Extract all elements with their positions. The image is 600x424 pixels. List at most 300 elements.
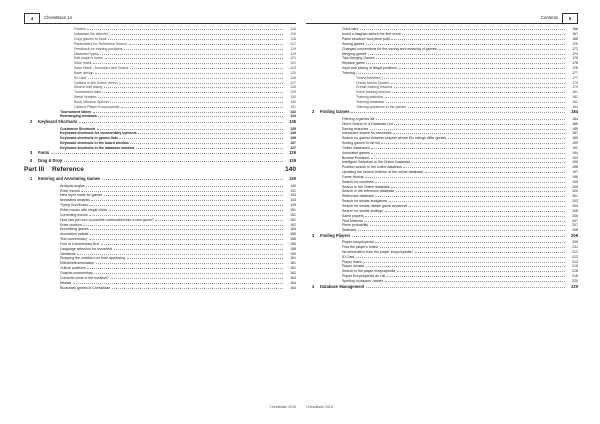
toc-entry-page: 194 [572, 155, 578, 160]
toc-chapter[interactable] [306, 108, 578, 115]
toc-entry-page: 136 [290, 136, 296, 141]
toc-entry-title: Annotated games [342, 150, 370, 155]
toc-entry-page: 116 [290, 27, 296, 32]
dot-leader [392, 89, 564, 93]
dot-leader [375, 179, 564, 183]
dot-leader [391, 36, 564, 40]
toc-entry-number: 3 [312, 232, 315, 238]
toc-entry-title: Pawn structure and piece path [342, 36, 390, 41]
toc-entry-page: 152 [290, 222, 296, 227]
toc-entry-page: 127 [290, 80, 296, 85]
toc-entry-page: 119 [290, 46, 296, 51]
toc-entry-title: Book Window Options [74, 99, 109, 104]
running-title: ChessBase 14 [44, 15, 72, 20]
dot-leader [90, 226, 282, 230]
toc-entry-title: Entering and Annotating Games [38, 176, 101, 182]
right-page [306, 13, 578, 409]
toc-entry-title: Direct Search in a Database List [342, 121, 393, 126]
toc-entry-page: 220 [571, 283, 578, 289]
dot-leader [73, 279, 283, 283]
toc-entry-title: Training [342, 70, 355, 75]
toc-entry-title: Finding Games [320, 109, 350, 115]
toc-entry-title: Player Encyclopedia as List [342, 274, 386, 279]
dot-leader [370, 222, 565, 226]
dot-leader [366, 283, 565, 287]
dot-leader [351, 109, 564, 113]
toc-entry-page: 158 [290, 246, 296, 251]
toc-entry-title: Serial Number [74, 95, 97, 100]
toc-entry-title: Feedback for training positions [74, 46, 123, 51]
toc-entry-page: 139 [289, 150, 296, 156]
toc-entry-title: Replace game [342, 61, 365, 66]
toc-entry-title: Keyboard shortcuts in the database window [60, 145, 135, 150]
toc-entry-title: Tips Merging Games [342, 56, 375, 61]
toc-entry-title: Source edit dialog [74, 85, 103, 90]
toc-entry-page: 143 [290, 193, 296, 198]
toc-chapter[interactable] [306, 283, 578, 290]
toc-entry-title: Search in the reference database [342, 189, 395, 194]
toc-entry-title: Database types [74, 51, 99, 56]
toc-entry-page: 203 [572, 199, 578, 204]
toc-entry-title: Solve training lessons [356, 90, 391, 95]
toc-entry-page: 174 [572, 51, 578, 56]
toc-entry-title: Options Player Encyclopedia [74, 104, 120, 109]
toc-entry-page: 182 [572, 95, 578, 100]
toc-entry-page: 175 [572, 56, 578, 61]
toc-entry-title: Save Mask - Annotator and Teams [74, 66, 129, 71]
toc-entry-page: 215 [572, 264, 578, 269]
dot-leader [89, 236, 283, 240]
toc-entry-page: 181 [572, 90, 578, 95]
toc-entry-title: Database Management [320, 283, 365, 289]
toc-list [24, 26, 296, 289]
toc-entry-title: Language selection for move/text [60, 246, 113, 251]
toc-entry-title: Drag & Drop [38, 157, 63, 163]
toc-entry-title: Keyboard shortcuts in the board window [60, 141, 129, 146]
toc-entry-title: Timed Activities [356, 75, 381, 80]
toc-entry-page: 140 [290, 183, 296, 188]
dot-leader [129, 41, 283, 45]
toc-entry-page: 197 [572, 170, 578, 175]
toc-entry-title: Find Material [342, 218, 363, 223]
dot-leader [389, 198, 565, 202]
dot-leader [130, 140, 282, 144]
toc-entry-page: 176 [572, 66, 578, 71]
toc-entry-title: Updating the search criterion of the online database [342, 170, 424, 175]
toc-entry-title: Customize Shortcuts [60, 126, 96, 131]
toc-entry-title: Input and saving of illegal positions [342, 66, 398, 71]
toc-entry-title: Piece probability [342, 223, 369, 228]
toc-entry-title: Statistics [342, 228, 357, 233]
toc-entry-title: Keyboard Shortcuts [38, 119, 78, 125]
toc-part-heading[interactable] [24, 165, 296, 176]
toc-entry-title: Critical positions [60, 266, 86, 271]
toc-entry-title: Player dossier [342, 264, 365, 269]
toc-entry-title: Game History [342, 174, 364, 179]
toc-entry-page: 211 [572, 245, 578, 250]
dot-leader [391, 79, 564, 83]
dot-leader [138, 130, 282, 134]
toc-entry-number: 2 [30, 119, 33, 125]
dot-leader [425, 169, 565, 173]
page-number: 5 [562, 13, 578, 24]
toc-entry-page: 137 [290, 141, 296, 146]
toc-entry-title: Keyboard shortcuts in games lists [60, 136, 118, 141]
toc-entry-page: 196 [572, 165, 578, 170]
dot-leader [399, 65, 565, 69]
dot-leader [119, 79, 282, 83]
toc-entry-number: 3 [30, 150, 33, 156]
dot-leader [79, 119, 283, 123]
toc-chapter[interactable] [24, 175, 296, 182]
toc-chapter[interactable] [306, 232, 578, 239]
dot-leader [104, 84, 283, 88]
page-header [24, 13, 296, 24]
toc-list [306, 26, 578, 290]
toc-entry-title: Tournament tables [60, 109, 92, 114]
toc-entry-title: Finding Players [320, 232, 351, 238]
page-footer: ChessBase 2016 [269, 405, 296, 409]
toc-entry-title: Search for similar endings [342, 208, 384, 213]
toc-entry-page: 131 [290, 104, 296, 109]
dot-leader [375, 239, 564, 243]
toc-entry-page: 163 [290, 275, 296, 280]
toc-entry-page: 220 [572, 279, 578, 284]
toc-entry-page: 187 [572, 131, 578, 136]
toc-entry-page: 116 [290, 32, 296, 37]
toc-entry-title: Copy games to book [74, 36, 107, 41]
dot-leader [96, 260, 283, 264]
toc-entry-title: Annotation palette [60, 232, 89, 237]
toc-entry[interactable] [24, 145, 296, 150]
toc-entry-title: Player index [342, 259, 362, 264]
toc-entry-page: 184 [571, 109, 578, 115]
dot-leader [368, 50, 565, 54]
toc-entry-page: 179 [572, 85, 578, 90]
dot-leader [387, 273, 565, 277]
dot-leader [366, 263, 565, 267]
dot-leader [94, 270, 282, 274]
toc-entry-title: Enter position [60, 222, 82, 227]
toc-entry-title: Base design [74, 70, 94, 75]
toc-entry-page: 195 [572, 160, 578, 165]
dot-leader [358, 227, 565, 231]
toc-entry-title: Bookmark games in ChessBase [60, 285, 111, 290]
toc-entry-page: 213 [572, 259, 578, 264]
dot-leader [95, 70, 282, 74]
toc-entry-page: 179 [572, 80, 578, 85]
toc-entry-title: ID Card [74, 75, 87, 80]
toc-entry-page: 218 [572, 274, 578, 279]
toc-entry-title: Search in the player encyclopedia [342, 269, 396, 274]
toc-entry-title: Training statistics [356, 95, 384, 100]
toc-entry-page: 194 [572, 150, 578, 155]
toc-entry-page: 192 [572, 145, 578, 150]
toc-entry-page: 152 [290, 217, 296, 222]
toc-entry-page: 177 [572, 70, 578, 75]
toc-entry-title: Sorting games in the list [342, 141, 380, 146]
toc-entry-page: 135 [290, 126, 296, 131]
toc-entry-page: 209 [571, 232, 578, 238]
toc-chapter[interactable] [24, 149, 296, 156]
dot-leader [102, 176, 283, 180]
toc-entry-title: Edit player's name [74, 56, 104, 61]
toc-entry-page: 201 [572, 194, 578, 199]
toc-entry-page: 137 [290, 145, 296, 150]
toc-entry-page: 119 [290, 51, 296, 56]
toc-chapter[interactable] [24, 118, 296, 125]
toc-entry-page: 199 [572, 179, 578, 184]
dot-leader [110, 99, 282, 103]
dot-leader [352, 232, 565, 236]
dot-leader [100, 50, 282, 54]
dot-leader [403, 164, 564, 168]
toc-entry-title: ID Card [342, 254, 355, 259]
toc-entry-title: Edit/delete/annotation [60, 261, 95, 266]
toc-entry-page: 155 [290, 232, 296, 237]
toc-entry-page: 162 [290, 270, 296, 275]
dot-leader [412, 159, 565, 163]
dot-leader [89, 202, 282, 206]
toc-entry-page: 161 [290, 256, 296, 261]
toc-entry-page: 134 [290, 114, 296, 119]
toc-entry-title: Fonts [38, 150, 50, 156]
toc-entry-title: Variations [60, 251, 76, 256]
dot-leader [91, 197, 282, 201]
dot-leader [87, 26, 282, 30]
toc-entry-page: 185 [572, 126, 578, 131]
dot-leader [371, 149, 564, 153]
toc-entry-page: 130 [290, 95, 296, 100]
dot-leader [365, 174, 564, 178]
dot-leader [90, 231, 282, 235]
toc-entry-title: Database file selector [74, 32, 109, 37]
dot-leader [83, 221, 282, 225]
toc-entry-page: 200 [572, 189, 578, 194]
toc-entry-page: 207 [572, 223, 578, 228]
toc-entry-page: 189 [572, 136, 578, 141]
dot-leader [366, 60, 564, 64]
dot-leader [101, 241, 283, 245]
dot-leader [385, 94, 565, 98]
dot-leader [356, 254, 565, 258]
toc-entry-title: Color bars [342, 27, 359, 32]
dot-leader [89, 212, 282, 216]
toc-entry-page: 159 [290, 251, 296, 256]
dot-leader [136, 145, 283, 149]
toc-entry-title: Spelling of players' names [342, 279, 384, 284]
toc-entry-page: 116 [290, 36, 296, 41]
dot-leader [415, 249, 565, 253]
dot-leader [364, 217, 564, 221]
toc-entry-page: 158 [290, 241, 296, 246]
toc-entry-title: Coloured circle in the notation? [60, 275, 109, 280]
toc-entry-page: 117 [290, 41, 296, 46]
toc-entry-number: 1 [30, 176, 33, 182]
toc-entry-title: Online databases [342, 145, 370, 150]
toc-entry-page: 190 [572, 141, 578, 146]
dot-leader [360, 26, 565, 30]
toc-entry-title: Enter moves [60, 188, 80, 193]
toc-entry-title: Annotated analysis [60, 198, 90, 203]
toc-entry-title: Chess Media System [356, 80, 390, 85]
dot-leader [87, 265, 282, 269]
toc-entry-title: Reference [52, 165, 84, 173]
dot-leader [394, 120, 564, 124]
toc-entry-title: Folders [74, 27, 86, 32]
dot-leader [393, 130, 564, 134]
toc-entry-title: Changed conventions for the saving and replacing of games! [342, 46, 438, 51]
left-page [24, 13, 296, 409]
dot-leader [385, 278, 565, 282]
toc-entry-page: 204 [572, 204, 578, 209]
dot-leader [380, 244, 565, 248]
toc-entry-page: 149 [290, 203, 296, 208]
dot-leader [382, 74, 564, 78]
toc-entry-page: 136 [290, 131, 296, 136]
toc-entry-page: 164 [290, 285, 296, 290]
toc-entry-page: 151 [290, 212, 296, 217]
toc-entry-title: Intelligent Searches in the Online Database [342, 160, 411, 165]
toc-entry-title: Insert a diagram before the first move [342, 32, 401, 37]
dot-leader [439, 45, 565, 49]
dot-leader [386, 99, 565, 103]
dot-leader [130, 65, 283, 69]
dot-leader [81, 187, 282, 191]
dot-leader [112, 284, 283, 288]
toc-entry-page: 124 [290, 70, 296, 75]
dot-leader [402, 31, 564, 35]
dot-leader [93, 108, 283, 112]
toc-entry-page: 185 [572, 121, 578, 126]
toc-entry-page: 121 [290, 56, 296, 61]
toc-entry-page: 170 [572, 41, 578, 46]
toc-entry-page: 166 [572, 27, 578, 32]
toc-entry-page: 129 [290, 90, 296, 95]
dot-leader [109, 207, 283, 211]
toc-entry-title: Reference database [342, 194, 374, 199]
toc-entry-page: 182 [572, 99, 578, 104]
toc-entry-page: 141 [290, 188, 296, 193]
toc-entry-page: 128 [290, 85, 296, 90]
toc-entry-title: Correcting moves [60, 212, 88, 217]
toc-entry-title: Training database [356, 99, 385, 104]
toc-entry-number: 4 [312, 283, 315, 289]
dot-leader [363, 258, 564, 262]
dot-leader [64, 157, 283, 161]
dot-leader [102, 89, 282, 93]
toc-entry-title: Search for similar middle game structures [342, 204, 408, 209]
dot-leader [381, 140, 564, 144]
toc-entry-page: 172 [572, 46, 578, 51]
toc-entry-number: Part III [24, 165, 45, 173]
toc-entry-title: Merging games [342, 51, 367, 56]
toc-entry-page: 164 [290, 280, 296, 285]
dot-leader [85, 168, 280, 171]
toc-entry-title: Parameters for Reference Search [74, 41, 128, 46]
toc-entry-page: 213 [572, 254, 578, 259]
toc-entry-title: Saving games [342, 41, 365, 46]
running-title: Contents [540, 15, 558, 20]
toc-entry-page: 151 [290, 208, 296, 213]
dot-leader [376, 55, 564, 59]
toc-entry-title: Search in the Online database [342, 184, 390, 189]
toc-entry-title: Keyboard shortcuts for commentary symbols [60, 131, 137, 136]
toc-entry-number: 2 [312, 109, 315, 115]
toc-entry-page: 209 [572, 240, 578, 245]
toc-entry-title: How can you turn a possible continuation into a new game? [60, 217, 154, 222]
toc-entry-title: Position search in the online database [342, 165, 402, 170]
dot-leader [51, 150, 283, 154]
dot-leader [121, 104, 283, 108]
toc-entry[interactable] [24, 284, 296, 289]
toc-entry-page: 216 [572, 269, 578, 274]
dot-leader [385, 208, 565, 212]
page-header [306, 13, 578, 24]
dot-leader [110, 275, 282, 279]
toc-entry-title: Filtering a games list [342, 116, 375, 121]
dot-leader [119, 135, 282, 139]
dot-leader [391, 183, 564, 187]
toc-entry-title: Medals [60, 280, 72, 285]
dot-leader [371, 154, 565, 158]
toc-entry-title: Analysis engine [60, 183, 85, 188]
dot-leader [366, 41, 565, 45]
toc-entry-title: Font in Commentary Box [60, 241, 100, 246]
toc-entry-page: 183 [572, 104, 578, 109]
toc-entry-title: Text commentary [60, 237, 88, 242]
toc-chapter[interactable] [24, 157, 296, 164]
toc-entry-title: Stopping the notation box from appearing [60, 256, 126, 261]
toc-entry-title: Find the player's online [342, 245, 379, 250]
dot-leader [376, 116, 564, 120]
toc-entry-title: No information from the player encyclopedia? [342, 249, 414, 254]
toc-entry-title: Same players [342, 213, 364, 218]
toc-entry-page: 207 [572, 218, 578, 223]
toc-entry-page: 176 [572, 61, 578, 66]
dot-leader [88, 74, 283, 78]
toc-entry-title: Tournament data [74, 90, 101, 95]
toc-entry-page: 139 [289, 157, 296, 163]
toc-entry-page: 161 [290, 266, 296, 271]
toc-entry-title: Annotating games [60, 227, 89, 232]
toc-entry-page: 126 [290, 75, 296, 80]
dot-leader [375, 193, 564, 197]
dot-leader [356, 70, 564, 74]
toc-entry-page: 156 [290, 237, 296, 242]
dot-leader [127, 255, 283, 259]
dot-leader [98, 113, 282, 117]
toc-entry-page: 140 [284, 165, 296, 173]
toc-entry-page: 208 [572, 228, 578, 233]
dot-leader [155, 216, 282, 220]
toc-entry-page: 130 [290, 99, 296, 104]
toc-entry-page: 198 [572, 174, 578, 179]
dot-leader [448, 135, 565, 139]
toc-entry-page: 167 [572, 32, 578, 37]
toc-entry-title: Saving searches [342, 126, 369, 131]
toc-entry-title: Trying Out Moves [60, 203, 88, 208]
dot-leader [97, 125, 283, 129]
page-number: 4 [24, 13, 40, 24]
dot-leader [93, 60, 282, 64]
dot-leader [104, 192, 283, 196]
page-footer: ChessBase 2016 [306, 405, 333, 409]
toc-entry-page: 143 [290, 198, 296, 203]
dot-leader [98, 94, 282, 98]
toc-entry-page: 200 [572, 184, 578, 189]
dot-leader [110, 31, 283, 35]
